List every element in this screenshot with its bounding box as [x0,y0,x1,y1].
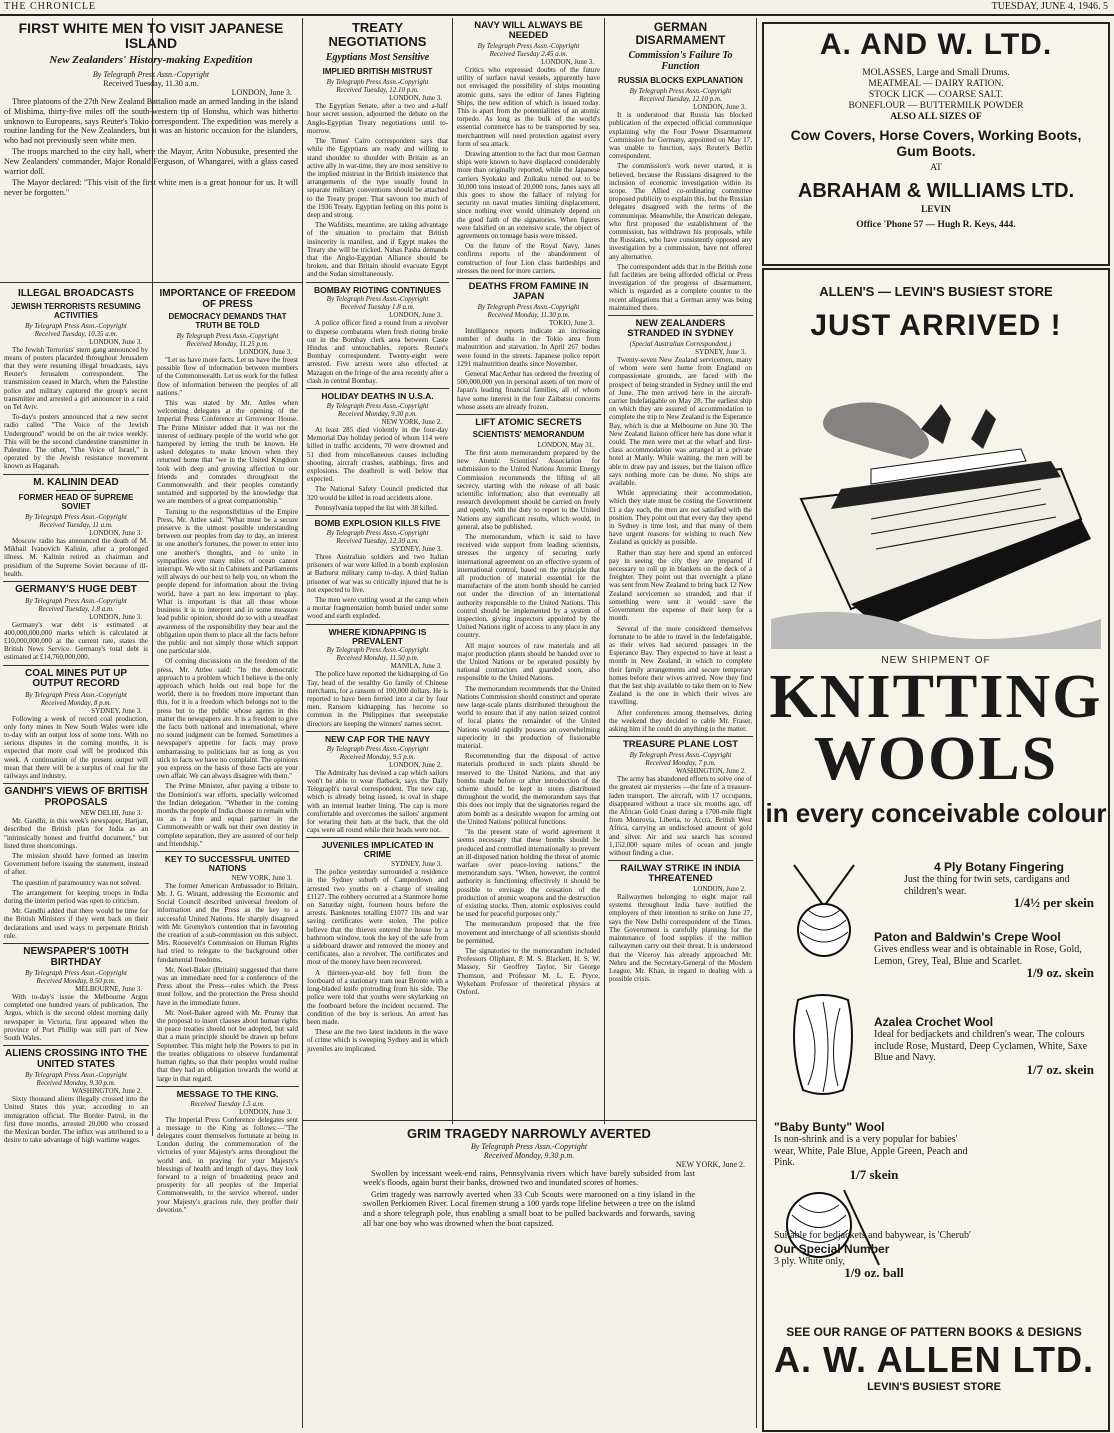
headline: HOLIDAY DEATHS IN U.S.A. [321,391,434,402]
byline: By Telegraph Press Assn.-Copyright [326,402,429,411]
ship-illustration [771,349,1101,649]
subheadline: SCIENTISTS' MEMORANDUM [472,429,585,439]
paragraph: With to-day's issue the Melbourne Argus completed one hundred years of publication. The Argus, which is the second oldest morning daily newspaper in Victoria, first appeared when the province of Port Phillip was still part of New South Wales. [4,993,148,1043]
byline: By Telegraph Press Assn.-Copyright [477,302,580,311]
special-name: Our Special Number [774,1241,890,1256]
paragraph: Critics who expressed doubts of the future utility of surface naval vessels, apparently have not envisaged the possibility of ships mounting atomic guns, says the editor of Janes Fighting Ships, the new edition of which is issued today. This is apart from the potentialities of an atomic torpedo. As long as the bulk of the world's essential commerce has to be transported by sea, merchantmen will need protection against every form of sea attack. [457,65,600,148]
rule [306,282,449,283]
headline: GERMANY'S HUGE DEBT [15,584,137,596]
rule [608,315,753,316]
dateline: NEW DELHI, June 3. [80,809,142,818]
special-price: 1/9 oz. ball [844,1265,904,1280]
ad-pattern-books: SEE OUR RANGE OF PATTERN BOOKS & DESIGNS [786,1325,1082,1339]
paragraph: To-day's posters announced that a new secret radio called "The Voice of the Jewish Underground" would be on the air twice weekly. This will be the second clandestine transmitter in Palestine. The other, "The Voice of Israel," is operated by the Jewish resistance movement known as Haganah. [4,413,148,471]
product-baby-bunty [774,1120,974,1180]
paragraph: The army has abandoned efforts to solve one of the greatest air mysteries —the fate of a treasure-laden transport. The aircraft, with 17 occupants, disappeared without a trace six months ago, off the African Gold Coast during a 1700-mile flight from Monrovia, Liberia, to Accra, British West Africa, carrying an undisclosed amount of gold and silver. Air and sea search has scoured 1,152,000 square miles of ocean and jungle without finding a clue. [609,775,753,857]
paragraph: On the future of the Royal Navy, Janes confirms reports of the abandonment of construction of four Lion class battleships and stresses the need for more carriers. [457,242,600,275]
dateline: LONDON, June 2. [389,760,442,769]
headline: DEATHS FROM FAMINE IN JAPAN [468,281,589,302]
received: Received Tuesday, 12.30 a.m. [336,536,419,545]
ad-abraham-williams [762,22,1110,266]
column-3 [303,18,452,1118]
rule [156,851,299,852]
dateline: SYDNEY, June 3. [695,348,746,356]
byline: By Telegraph Press Assn.-Copyright [25,596,127,605]
masthead [0,0,1114,16]
paragraph: The National Safety Council predicted that 320 would be killed in road accidents alone. [307,485,448,502]
headline: NAVY WILL ALWAYS BE NEEDED [474,20,583,41]
received: Received Monday, 9.5 p.m. [339,752,416,761]
paragraph: Following a week of record coal production, only forty mines in New South Wales were idle to-day with an output loss of some tons. With no serious disputes in the coming months, it is expected that more coal will be produced this week. A continuation of the present output will mean that there will be a surplus of coal for the railways and industry. [4,714,148,780]
product-name: Azalea Crochet Wool [874,1015,994,1029]
received: Received Monday, 9.30 p.m. [337,410,418,419]
rule [456,278,601,279]
headline: TREATY NEGOTIATIONS [328,20,427,49]
paragraph: Mr. Noel-Baker agreed with Mr. Prunsy that the proposal to insert clauses about human rights in peace treaties should not be adopted, but said that a main principle should be drawn up before September. This might help the Powers to put in the treaties obligations to observe fundamental human rights, so that their peoples would realise that they had an obligation towards the world at large in that regard. [157,1008,298,1083]
ad-allen-ltd: A. W. ALLEN LTD. [774,1339,1094,1380]
ad-wools: WOOLS [813,725,1059,793]
paragraph: It is understood that Russia has blocked publication of the expected official communique explaining why the Four Power Disarmament Commission for Germany, appointed on May 17, was unable to function, says Reuter's Berlin correspondent. [609,111,752,161]
ad-footer [764,1325,1104,1393]
headline: KEY TO SUCCESSFUL UNITED NATIONS [164,853,291,873]
rule [302,1120,756,1121]
byline: By Telegraph Press Assn.-Copyright [326,646,429,655]
byline: By Telegraph Press Assn.-Copyright [92,70,210,80]
special-intro: Suitable for bedjackets and babywear, is 'Cherub' [774,1230,971,1241]
dateline: WASHINGTON, June 2. [72,1087,142,1096]
dateline: TOKIO, June 3. [549,318,594,327]
dateline: LONDON, June 3. [239,348,292,356]
headline: BOMBAY RIOTING CONTINUES [313,284,442,295]
rule [3,1045,149,1046]
headline: GANDHI'S VIEWS OF BRITISH PROPOSALS [4,786,148,808]
dateline: NEW YORK, June 2. [381,418,442,427]
paragraph: Three platoons of the 27th New Zealand Battalion made an armed landing in the island of Mishima, thirty-five miles off the south-western tip of Honshu, which was hitherto unknown to Europeans, says Reuter's Tokio correspondent. The expedition was merely a routine landing for the New Zealanders, but it was an historic occasion for the islanders, who had not previously seen white men. [4,97,298,145]
paragraph: Mr. Gandhi added that there would be time for the British Ministers if they went back on their declarations and used ways to perpetuate British rule. [4,907,148,940]
paragraph: The question of paramountcy was not solved. [12,878,142,887]
rule [456,414,601,415]
ad-line: BONEFLOUR — BUTTERMILK POWDER [848,101,1024,111]
received: Received Tuesday 2.45 a.m. [489,49,568,58]
received: Received Monday, 9.30 p.m. [483,1150,575,1160]
product-crepe [874,930,1094,979]
paragraph: The police have reported the kidnapping of Go Tay, head of the wealthy Go family of Chinese merchants, for a ransom of 100,000 dollars. He is reported to have been ferried into a car by four men. Ransom kidnapping has become so common in the Philippines that sweepstake directors are keeping the winners' names secret. [307,670,448,728]
paragraph: All major sources of raw materials and all major production plants should be handed over to the United Nations or be operated possibly by national contractors and guarded soon, also responsible to the United Nations. [457,641,600,683]
subheadline: DEMOCRACY DEMANDS THAT TRUTH BE TOLD [168,312,287,330]
ad-line: STOCK LICK — COARSE SALT. [868,90,1004,100]
subheadline: Egyptians Most Sensitive [325,52,430,64]
product-price: 1/9 oz. skein [1026,965,1094,980]
headline: ILLEGAL BROADCASTS [18,288,134,299]
dateline: SYDNEY, June 3. [391,544,442,553]
product-price: 1/4½ per skein [1013,895,1094,910]
paragraph: Turning to the responsibilities of the Empire Press, Mr. Attlee said: "What must be a secure preserve is the utmost possible understanding between our peoples from day to day, an interest in one another's fortunes, the power to enter into one another's thoughts, and to unite in sympathies over many miles of ocean cannot interrupt. We who sit in Cabinets and Parliaments will always do our best to help you, on whom the people depend for information about the living world, have a part no less important to play. What is important is that all those whose business it is to interpret and in some measure lead public opinion, should do so with a steadfast awareness of the responsibility they bear and the obligation upon them to place all the facts before the public and not simply those which support one particular side. [157,507,298,656]
paragraph: Twenty-seven New Zealand servicemen, many of whom were sent home from England on compassionate grounds, are faced with the prospect of being stranded in Sydney until the end of June. The men arrived here in the aircraft-carrier Indefatigable on May 28. The earliest ship on which they are assured of accommodation to complete the trip to New Zealand is the Esperance Bay, which is due at Melbourne on June 30. The New Zealand liaison officer here has done what it could. The men were met at the wharf and first-class accommodation was arranged at a private hotel at Manly. While waiting, the men will be able to draw pay and issues, but the liaison office says nothing more can be done. No ships are available. [609,356,753,488]
paragraph: While appreciating their accommodation, which they state must be costing the Government £1 a day each, the men are not satisfied with the position. They point out that every day they spend in Sydney is time lost, and that many of them have urgent reasons for wishing to reach New Zealand as quickly as possible. [609,489,752,547]
byline: By Telegraph Press Assn.-Copyright [25,690,127,699]
paragraph: The police yesterday surrounded a residence in the Sydney suburb of Camperdown and arrested two youths on a charge of stealing £1127. The robbery occurred at a Stanmore home on Saturday night, fourteen hours before the arrests. Banknotes totalling £1077 10s and war saving certificates were stolen. The police believe that the thieves entered the house by a bathroom window, took the key of the safe from a sideboard drawer and removed the money and certificates, also a revolver. The certificates and most of the money have been recovered. [307,868,448,967]
paragraph: "Let us have more facts. Let us have the freest possible flow of information between members of the Commonwealth. Let us work for the fullest flow of information between the peoples of all nations." [157,356,298,397]
column-5 [605,18,756,1118]
rule [306,731,449,732]
received: Received Tuesday 1.8 a.m. [340,303,415,312]
article-grim-tragedy [303,1124,755,1428]
rule [0,282,302,283]
byline: By Telegraph Press Assn.-Copyright [326,78,429,87]
ad-store-heading: ALLEN'S — LEVIN'S BUSIEST STORE [819,284,1053,299]
paragraph: The first atom memorandum prepared by the new Atomic Scientists' Association for submission to the United Nations Atomic Energy Commission recommends the lifting of all secrecy, starting with the release of all basic scientific information; also that eventually all research development should be carried on freely and openly, with the duty to report to the United Nations any significant results, which would, in general, also be published. [457,448,600,531]
paragraph: The signatories to the memorandum included Professors Oliphant, P. M. S. Blackett, H. S. W. Massey, Sir Geoffrey Taylor, Sir George Thomson, and Professor M. L. E. Pryce, Wykeham Professor of theoretical physics at Oxford. [457,946,600,996]
ad-line: ALSO ALL SIZES OF [890,112,982,122]
article-first-white-men [0,18,302,280]
paragraph: The Times' Cairo correspondent says that while the Egyptians are ready and willing to stand shoulder to shoulder with Britain as an active ally in war-time, they are most sensitive to the implied mistrust in the British insistence that arrangements of the type usually found in separate military conventions should be attached to the Treaty proper. That savours too much of the 1936 Treaty. Egyptian feeling on this point is deep and strong. [307,137,448,219]
ad-firm: A. AND W. LTD. [819,28,1053,61]
byline: By Telegraph Press Assn.-Copyright [326,744,429,753]
byline: By Telegraph Press Assn.-Copyright [25,513,127,522]
rule [3,943,149,944]
ad-new-shipment: NEW SHIPMENT OF [881,655,991,666]
received: Received Monday, 11.30 p.m. [487,310,570,319]
product-botany [904,860,1094,909]
received: Received Tuesday, 11.30 a.m. [103,79,199,89]
byline: By Telegraph Press Assn.-Copyright [25,321,127,330]
headline: COAL MINES PUT UP OUTPUT RECORD [24,667,128,690]
product-azalea [874,1015,1094,1075]
dateline: SYDNEY, June 3. [391,860,442,869]
dateline: WASHINGTON, June 2. [676,767,746,776]
headline: TREASURE PLANE LOST [622,739,739,751]
paragraph: A police officer fired a round from a revolver to disperse combatants when fresh rioting broke out in the Bombay clerk area between Caste Hindus and untouchables, reports Reuter's Bombay correspondent. Twenty-eight were arrested. Five arrests were also effected at Mazagon on the fringe of the area recently after a clash in central Bombay. [307,319,448,385]
headline: BOMB EXPLOSION KILLS FIVE [314,518,441,529]
ad-levins-busiest: LEVIN'S BUSIEST STORE [867,1381,1001,1393]
ad-just-arrived: JUST ARRIVED ! [810,309,1062,342]
ad-line: MOLASSES, Large and Small Drums. [862,68,1010,78]
ad-at: AT [930,163,942,173]
dateline: LONDON, June 3. [231,88,292,98]
product-name: Paton and Baldwin's Crepe Wool [874,930,1061,944]
paragraph: Several of the more considered themselves fortunate to be able to travel in the Indefatigable, as their wives had secured passages in the Esperance Bay. They expected to have at least a month in New Zealand, in which to complete their family arrangements and secure temporary homes before their wives arrived. Now they find that the last ship available to take them on to New Zealand is the one in which their wives are travelling. [609,624,752,707]
received: Received Monday, 7 p.m. [645,759,716,768]
paper-name: THE CHRONICLE [4,1,97,12]
paragraph: A thirteen-year-old boy fell from the footboard of a stationary tram near Bronte with a long-bladed knife protruding from his side. The police were told that youths were skylarking on the footboard before the incident occurred. The condition of the boy is serious. An arrest has been made. [307,968,448,1026]
product-desc: Just the thing for twin sets, cardigans and children's wear. [904,874,1070,897]
subheadline: IMPLIED BRITISH MISTRUST [322,67,433,77]
received: Received Tuesday, 12.10 p.m. [639,95,722,104]
paragraph: The Wafdists, meantime, are taking advantage of the situation to proclaim that British insincerity is manifest, and if Egypt makes the Treaty she will be tricked. Nahas Pasha demands that the Anglo-Egyptian Alliance should be broken, and that Britain should evacuate Egypt and the Sudan simultaneously. [307,221,448,279]
product-price: 1/7 skein [849,1166,899,1182]
product-desc: Ideal for bedjackets and children's wear. The colours include Rose, Mustard, Deep Cyclamen, White, Saxe Blue and Navy. [874,1029,1088,1063]
paragraph: Railwaymen belonging to eight major rail systems throughout India have notified the employers of their intention to strike on June 27, says the New Delhi correspondent of the Times. The Government is carefully planning for the maintenance of food supplies if the million railwaymen carry out their threat. It is understood that the Viceroy has already approached Mr. Nehru and the Secretary-General of the Moslem League, Mr. Khan, in regard to dealing with a possible crisis. [609,893,752,984]
headline: LIFT ATOMIC SECRETS [475,416,582,428]
headline: NEW ZEALANDERS STRANDED IN SYDNEY [627,318,734,340]
paragraph: Germany's war debt is estimated at 400,000,000,000 marks which is calculated at £10,000,000,000 at the current rate, states the British News Service. Germany's total debt is estimated at £14,760,000,000. [4,620,148,662]
paragraph: This was stated by Mr. Attlee when welcoming delegates at the opening of the Imperial Press Conference at Grosvenor House. The Prime Minister added that it was not the interest of ordinary people of the world who got hampered by letting the truth be known. He asked delegates to make known when they returned home that "we in the United Kingdom look with deep and growing affection to our friends and comrades throughout the Commonwealth and their peoples constantly sustained and supported by the knowledge that we are members of a great companionship." [157,399,298,506]
dateline: LONDON, June 3. [389,94,442,103]
received: Received Monday, 11.25 p.m. [186,340,269,348]
byline: By Telegraph Press Assn.-Copyright [470,1141,588,1151]
product-name: 4 Ply Botany Fingering [933,860,1065,874]
byline: By Telegraph Press Assn.-Copyright [25,1071,127,1080]
received: Received Monday, 11.50 p.m. [336,654,419,663]
paragraph: Moscow radio has announced the death of M. Mikhail Ivanovich Kalinin, after a prolonged illness. M. Kalinin retired as chairman and presidium of the Supreme Soviet because of ill-health. [4,537,148,578]
dateline: NEW YORK, June 3. [231,873,292,882]
received: Received Tuesday, 12.10 p.m. [336,86,419,95]
paragraph: Pennsylvania topped the list with 38 killed. [315,503,438,512]
byline: By Telegraph Press Assn.-Copyright [25,969,127,978]
dateline: LONDON, June 3. [693,103,746,112]
dateline: LONDON, June 2. [693,885,746,894]
column-1 [0,286,152,1428]
ad-phone: Office 'Phone 57 — Hugh R. Keys, 444. [856,220,1016,230]
paragraph: Grim tragedy was narrowly averted when 33 Cub Scouts were marooned on a tiny island in the swollen Perkiomen River. Local firemen strung a 100 yards rope lifeline between a tree on the island and a shore telegraph pole, thus enabling a small boat to be pulled backwards and forwards, saving all bar one boy who was drowned when the boat capsized. [363,1189,695,1228]
ad-allens-knitting-wools [762,268,1110,1432]
paragraph: The Mayor declared: "This visit of the first white men is a great honour for us. It will never be forgotten." [4,178,298,197]
paragraph: The memorandum, which is said to have received wide support from leading scientists, stresses the urgency of securing early international agreement on an effective system of international control, based on the principle that all production of material essential for the manufacture of the atom bomb should be carried out under the direction of an international authority responsible to the United Nations. This control should be implemented by a system of inspection, giving inspectors appointed by the United Nations right of access to any place in any country. [457,532,600,640]
received: Received Tuesday, 10.35 a.m. [34,329,118,338]
paragraph: The Imperial Press Conference delegates sent a message to the King as follows:—"The delegates count themselves fortunate at being in London during the commemoration of the victories of your Majesty's arms throughout the world and, in praying for your Majesty's blessings of health and length of days, they look forward to a reign of broadening peace and prosperity for all peoples of the Imperial Commonwealth, to the service whereof, under your Majesty's gracious rule, they proffer their devotion." [157,1115,298,1214]
paragraph: Swollen by incessant week-end rains, Pennsylvania rivers which have barely subsided from last week's floods, again burst their banks, drowned two and inundated scores of homes. [363,1168,695,1188]
headline: NEW CAP FOR THE NAVY [325,733,430,744]
headline: WHERE KIDNAPPING IS PREVALENT [328,626,427,646]
byline: By Telegraph Press Assn.-Copyright [629,751,732,760]
headline: FIRST WHITE MEN TO VISIT JAPANESE ISLAND [18,20,284,51]
dateline: LONDON, June 3. [541,57,594,66]
dateline: MELBOURNE, June 3. [75,985,142,994]
paragraph: The memorandum proposed that the free movement and interchange of all scientists should be permitted. [457,920,600,945]
headline: RAILWAY STRIKE IN INDIA THREATENED [620,863,741,885]
paragraph: The Egyptian Senate, after a two and a-half hour secret session, adjourned the debate on the Anglo-Egyptian Treaty negotiations until to-morrow. [307,102,448,135]
headline: NEWSPAPER'S 100TH BIRTHDAY [23,946,129,968]
received: Received Tuesday, 11 a.m. [39,521,113,530]
paragraph: Rather than stay here and spend an enforced pay in seeing the city they are prepared if necessary to roll up in blankets on the deck of a freighter. They point out that overnight a plane was sent from New Zealand to bring back 12 New Zealand servicemen so stranded, and that if something were sent it would save the Government the expense of their keep for a month. [609,548,752,623]
dateline: SYDNEY, June 3. [91,706,142,715]
rule [56,490,96,491]
paragraph: Three Australian soldiers and two Italian prisoners of war were killed in a bomb explosion at Bathurst military camp to-day. A third Italian prisoner of war was so critically injured that he is not expected to live. [307,552,448,594]
paragraph: Of coming discussions on the freedom of the press, Mr. Attlee said: "In the democratic approach to a problem which I believe is the only approach which holds out real hope for the world, there is no freedom more important than this, for it is a freedom which belongs not to the press but to the public whose agents in this matter the newspapers are. It is a freedom to give the facts both national and international, where no sound judgment can be formed. Sometimes a newspaper's appetite for facts may prove embarrassing to politicians but as long as you stick to facts we have no complaint. The opinions you express on the basis of those facts are your own affair. We can always disagree with them." [157,657,298,781]
column-4 [453,18,604,1118]
product-desc: Gives endless wear and is obtainable in Rose, Gold, Lemon, Grey, Teal, Blue and Scarlet. [874,944,1082,967]
paragraph: The memorandum recommends that the United Nations Commission should construct and operate new large-scale plants distributed throughout the world to ensure that if any nation seized control of local plants the remainder of the United Nations would rapidly possess an overwhelming superiority in the production of fissionable material. [457,684,600,751]
paragraph: These are the two latest incidents in the wave of crime which is sweeping Sydney and in which juveniles are implicated. [307,1028,448,1053]
byline: By Telegraph Press Assn.-Copyright [629,87,732,96]
ad-products: Cow Covers, Horse Covers, Working Boots, Gum Boots. [790,127,1082,159]
headline: M. KALININ DEAD [33,476,119,488]
yarn-skein-icon [778,990,868,1100]
paragraph: The troops marched to the city hall, where the Mayor, Aritn Nobusuke, presented the New Zealanders' commander, Major Ronald Ferguson, of Whangarei, with a glass cased warrior doll. [4,147,298,176]
date-page: TUESDAY, JUNE 4, 1946. 5 [991,1,1108,12]
rule [156,1086,299,1087]
paragraph: The Jewish Terrorists' stern gang announced by means of posters placarded throughout Jerusalem that they were resuming illegal broadcasts, says Reuter's Jerusalem correspondent. The transmission ceased in March, when the Palestine police and military captured the group's secret transmitter and arrested a girl announcer in a raid on Tel Aviv. [4,345,148,411]
byline: By Telegraph Press Assn.-Copyright [326,528,429,537]
paragraph: Drawing attention to the fact that most German ships were known to have displaced considerably more than originally reported, while the Japanese carriers Syokaku and Zuikaku turned out to be 30,000 tons instead of 20,000 tons, Janes says all this goes to show the fallacy of relying for security on naval treaties limiting displacement, since nothing ever would ultimately depend on the good faith of the signatories. When figures were falsified on an extensive scale, the object of agreements on tonnage basis were missed. [457,149,600,240]
paragraph: At least 285 died violently in the four-day Memorial Day holiday period of whom 114 were killed in traffic accidents, 70 were drowned and 51 died from miscellaneous causes including shooting, aircraft crashes, stabbings, fires and explosions. The deathroll is well below that expected. [307,426,448,484]
product-desc: Is non-shrink and is a very popular for babies' wear, White, Pale Blue, Apple Green, Peach and Pink. [774,1134,968,1168]
dateline: LONDON, May 31. [537,440,594,449]
ad-knitting: KNITTING [769,663,1103,731]
rule [3,665,149,666]
dateline: LONDON, June 3. [389,311,442,320]
paragraph: Intelligence reports indicate an increasing number of deaths in the Tokio area from malnutrition and starvation. In April 267 bodies were found in the streets. Japanese police report 1291 malnutrition deaths since November. [457,326,600,368]
rule [306,837,449,838]
paragraph: The mission should have formed an interim Government before issuing the statement, instead of after. [4,852,148,877]
article-body [4,97,298,197]
dateline: LONDON, June 3. [239,1107,292,1116]
column-2 [153,286,302,1428]
product-name: "Baby Bunty" Wool [774,1120,885,1134]
subheadline: JEWISH TERRORISTS RESUMING ACTIVITIES [11,301,141,320]
byline: By Telegraph Press Assn.-Copyright [176,332,279,340]
rule [306,515,449,516]
received: Received Monday, 8.50 p.m. [36,977,116,986]
ad-firm-name: ABRAHAM & WILLIAMS LTD. [797,180,1075,202]
headline: MESSAGE TO THE KING. [176,1088,279,1099]
paragraph: Mr. Gandhi, in this week's newspaper, Harijan, described the British plan for India as an "intrinsically honest and fruitful document," but listed three shortcomings. [4,817,148,850]
headline: GRIM TRAGEDY NARROWLY AVERTED [407,1126,651,1141]
paragraph: The Admiralty has devised a cap which sailors won't be able to wear flatback, says the Daily Telegraph's naval correspondent. The new cap, which is already being issued, is oval in shape with an internal leather lining. The cap is more comfortable and overcomes the sailors' argument for wearing their hats at the back, that the old caps were all round while their heads were not. [307,768,448,835]
paragraph: General MacArthur has ordered the freezing of 500,000,000 yen in personal assets of ten more of Japan's leading financial families, all of whom have some interest in the four Zaibatsu concerns whose assets are already frozen. [457,369,600,411]
byline: (Special Australian Correspondent.) [629,340,732,348]
paragraph: The former American Ambassador to Britain, Mr. J. G. Winant, addressing the Economic and Social Council described universal freedom of information and the Press as the key to a successful United Nations. He sharply disagreed with Mr. Gromyko's contention that in favouring the creation of a sub-commission on this subject, Mrs. Roosevelt's Commission on Human Rights had tried to relegate to the background other fundamental freedoms. [157,881,298,964]
rule [306,624,449,625]
paragraph: The Prime Minister, after paying a tribute to the Dominion's war efforts, specially welcomed the Indian delegation. "Whether in the coming months the people of India choose to remain with us as a free and equal partner in the Commonwealth or walk out their own destiny in complete separation, they are assured of our help and friendship." [157,782,298,848]
yarn-ball-icon [774,860,874,960]
product-price: 1/7 oz. skein [1026,1061,1094,1077]
column-rule [756,18,757,1428]
headline: ALIENS CROSSING INTO THE UNITED STATES [4,1048,148,1070]
headline: JUVENILES IMPLICATED IN CRIME [321,840,434,860]
rule [306,388,449,389]
paragraph: The correspondent adds that in the British zone full facilities are being afforded official or Press investigation of the progress of disarmament, which is regarded as a complete counter to the recent allegations that a German army was being maintained there. [609,262,752,312]
subheadline: FORMER HEAD OF SUPREME SOVIET [18,493,134,512]
dateline: NEW YORK, June 2. [675,1159,745,1169]
rule [3,474,149,475]
headline: IMPORTANCE OF FREEDOM OF PRESS [159,288,296,310]
byline: By Telegraph Press Assn.-Copyright [326,295,429,304]
ad-every-colour: in every conceivable colour [765,798,1107,828]
dateline: MANILA, June 3. [390,662,442,671]
paragraph: The arrangement for keeping troops in India during the interim period was open to criticism. [4,888,148,906]
paragraph: Recommending that the disposal of active materials produced in such plants should be reserved to the United Nations, and that any bombs made before or after introduction of the scheme should be kept in stores distributed throughout the world, the memorandum says that this does not imply that the signatories regard the atom bomb as a desirable weapon for arming out the United Nations' political functions. [457,752,600,826]
subheadline: Commission's Failure To Function [628,50,733,73]
rule [608,860,753,861]
deck: New Zealanders' History-making Expedition [49,54,253,67]
headline: GERMAN DISARMAMENT [635,20,726,47]
received: Received Monday, 8 p.m. [40,698,112,707]
rule [608,736,753,737]
paragraph: The men were cutting wood at the camp when a mortar fragmentation bomb buried under some wood and earth exploded. [307,595,448,621]
ad-line: MEATMEAL — DAIRY RATION. [868,79,1004,89]
paragraph: "In the present state of world agreement it seems necessary that these bombs should be produced and controlled internationally to prevent an ill-disposed nation holding the threat of atomic warfare over peace-loving nations," the memorandum says. "When, however, the control authority is functioning effectively it should be possible to envisage the cessation of the production of atomic weapons and the destruction of existing stocks. Then, atomic explosives could be used for peaceful purposes only." [457,828,600,919]
received: Received Monday, 9.30 p.m. [36,1079,116,1088]
paragraph: The commission's work never started, it is believed, because the Russians disagreed to the inclusion of economic investigation within its scope. The Allied co-ordinating committee proposed publicity to explain this, but the Russian delegates disagreed with the terms of the communique. Meanwhile, the American delegate, who first proposed the establishment of the commission, has withdrawn his proposals, while the Russians, who have consistently opposed any investigation by a commission, have not offered any alternative. [609,162,752,261]
dateline: LONDON, June 3. [89,612,142,621]
dateline: LONDON, June 3. [89,337,142,346]
subheadline: RUSSIA BLOCKS EXPLANATION [618,76,743,86]
paragraph: Sixty thousand aliens illegally crossed into the United States this year, according to an immigration official. The Border Patrol, in the first three months, arrested 20,000 who crossed the Mexican border. The influx was attributed to a desire to take advantage of high wartime wages. [4,1095,148,1145]
paragraph: After conferences among themselves, during the weekend they decided to cable Mr. Fraser, asking him if he could do anything in the matter. [609,708,752,733]
rule [3,581,149,582]
byline: By Telegraph Press Assn.-Copyright [477,41,580,50]
dateline: LONDON, June 3. [89,529,142,538]
paragraph: Mr. Noel-Baker (Britain) suggested that there was an immediate need for a conference of the Press about the Press—rules which the Press must follow, and the protection the Press should have in the immediate future. [157,965,298,1007]
ad-town: LEVIN [920,205,952,215]
received: Received Tuesday 1.5 a.m. [190,1099,265,1108]
product-special [774,1230,974,1279]
rule [3,783,149,784]
received: Received Tuesday, 1.8 a.m. [38,604,114,613]
special-desc: 3 ply. White only, [774,1255,846,1267]
